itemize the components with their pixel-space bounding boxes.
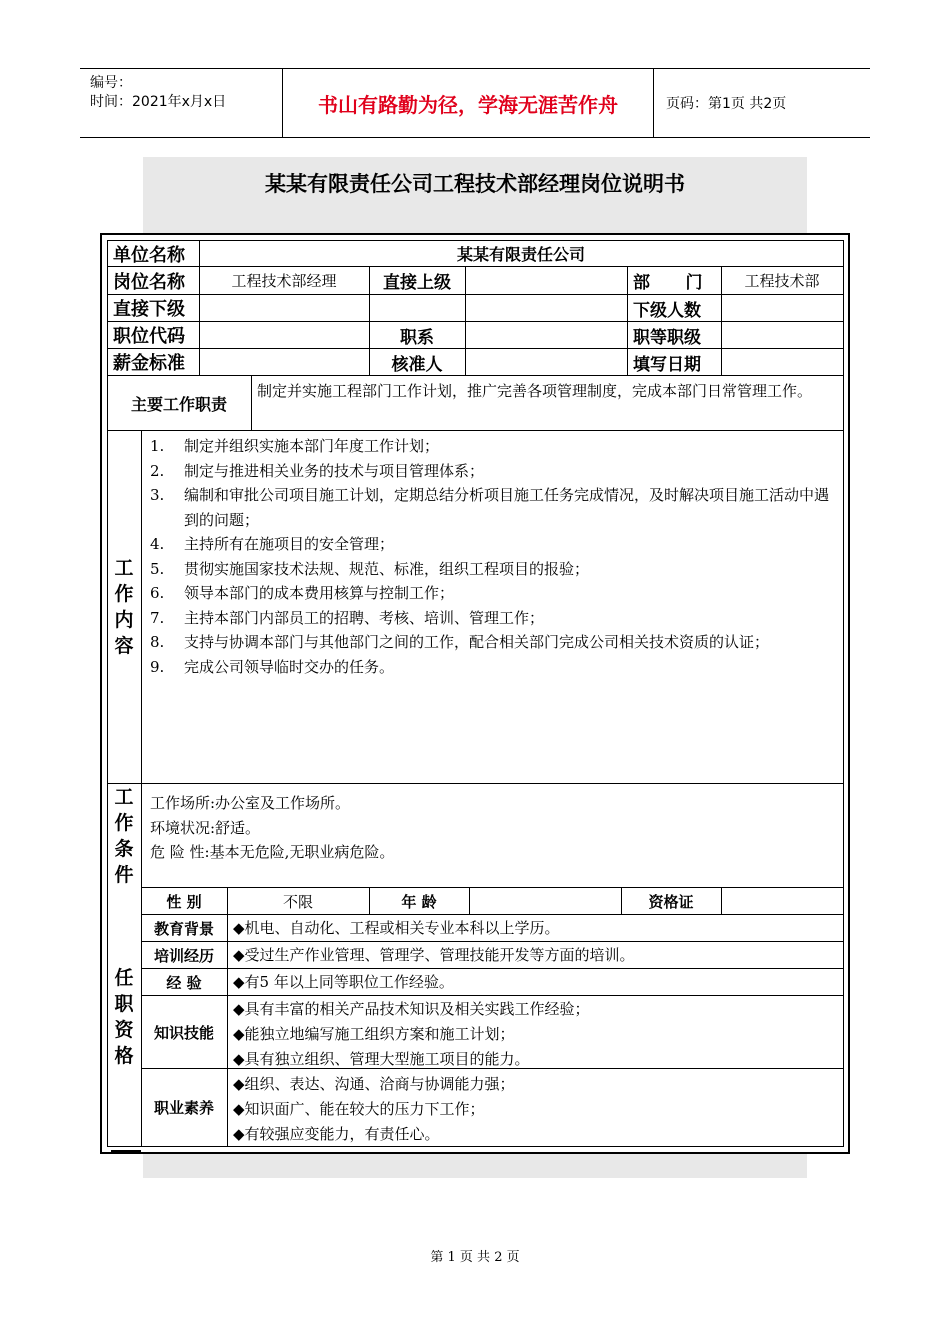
doc-number-label: 编号：: [90, 75, 132, 91]
post-code-label: 职位代码: [113, 326, 185, 347]
work-conditions-text: [150, 791, 840, 865]
form-grid: [107, 240, 843, 1147]
direct-subordinate-value: [199, 295, 627, 321]
age-label: 年 龄: [401, 892, 437, 911]
list-item: ◆具有独立组织、管理大型施工项目的能力。: [233, 1050, 530, 1068]
quality-list: [233, 1072, 841, 1147]
list-item: ◆有较强应变能力，有责任心。: [233, 1125, 440, 1143]
age-value: [469, 888, 621, 914]
list-item: ◆组织、表达、沟通、洽商与协调能力强；: [233, 1075, 515, 1093]
page-header: [80, 68, 870, 138]
education-text: ◆机电、自动化、工程或相关专业本科以上学历。: [233, 918, 560, 937]
training-label: 培训经历: [153, 946, 214, 965]
unit-name-value: 某某有限责任公司: [456, 245, 585, 264]
header-page-cell: [654, 69, 870, 137]
job-family-label: 职系: [400, 327, 434, 348]
page-footer: 第 1 页 共 2 页: [430, 1250, 520, 1265]
document-title: 某某有限责任公司工程技术部经理岗位说明书: [265, 172, 685, 196]
gender-value: 不限: [282, 892, 313, 911]
post-name-label: 岗位名称: [113, 271, 185, 293]
list-item: 7. 主持本部门内部员工的招聘、考核、培训、管理工作；: [150, 608, 545, 627]
fill-date-label: 填写日期: [633, 354, 701, 375]
list-item: 5. 贯彻实施国家技术法规、规范、标准，组织工程项目的报验；: [150, 559, 590, 578]
fill-date-value: [721, 349, 843, 375]
doc-time-label: 时间：2021年x月x日: [90, 94, 227, 110]
work-conditions-label: 工 作 条 件: [114, 786, 134, 886]
skills-label: 知识技能: [153, 1023, 214, 1042]
training-text: ◆受过生产作业管理、管理学、管理技能开发等方面的培训。: [233, 945, 635, 964]
main-duty-label: 主要工作职责: [130, 394, 227, 414]
list-item: 3. 编制和审批公司项目施工计划，定期总结分析项目施工任务完成情况，及时解决项目施工活动中遇到的问题；: [150, 486, 830, 529]
salary-label: 薪金标准: [113, 353, 185, 374]
skills-list: [233, 997, 841, 1072]
approver-label: 核准人: [391, 354, 443, 375]
direct-superior-value: [465, 267, 627, 294]
motto-text: 书山有路勤为径，学海无涯苦作舟: [318, 92, 618, 117]
list-item: 6. 领导本部门的成本费用核算与控制工作；: [150, 584, 455, 602]
department-label: 部 门: [633, 273, 703, 293]
header-motto-cell: [282, 69, 654, 137]
salary-value: [199, 349, 369, 375]
certificate-label: 资格证: [648, 892, 694, 911]
grade-label: 职等职级: [633, 327, 701, 348]
direct-superior-label: 直接上级: [383, 273, 451, 293]
job-family-value: [465, 322, 627, 348]
list-item: 4. 主持所有在施项目的安全管理；: [150, 535, 395, 553]
direct-subordinate-label: 直接下级: [113, 299, 185, 320]
quality-label: 职业素养: [153, 1099, 214, 1117]
work-environment: 环境状况:舒适。: [150, 818, 261, 837]
approver-value: [465, 349, 627, 375]
grade-value: [721, 322, 843, 348]
department-value: 工程技术部: [744, 272, 820, 290]
work-hazard: 危 险 性:基本无危险,无职业病危险。: [150, 843, 395, 861]
post-name-value: 工程技术部经理: [231, 272, 337, 290]
job-description-form: [100, 233, 850, 1154]
unit-name-label: 单位名称: [113, 244, 185, 266]
list-item: 2. 制定与推进相关业务的技术与项目管理体系；: [150, 461, 485, 480]
work-content-list: [150, 434, 840, 679]
main-duty-text: 制定并实施工程部门工作计划，推广完善各项管理制度，完成本部门日常管理工作。: [257, 382, 813, 400]
subordinate-count-value: [721, 295, 843, 321]
post-code-value: [199, 322, 369, 348]
education-label: 教育背景: [153, 919, 214, 938]
work-content-label: 工 作 内 容: [114, 557, 134, 657]
list-item: 9. 完成公司领导临时交办的任务。: [150, 657, 395, 676]
list-item: 1. 制定并组织实施本部门年度工作计划；: [150, 437, 440, 455]
qualifications-label: 任 职 资 格: [114, 967, 134, 1067]
page-info: 页码：第1页 共2页: [666, 96, 787, 112]
experience-label: 经 验: [166, 973, 202, 992]
subordinate-count-label: 下级人数: [633, 300, 701, 321]
experience-text: ◆有5 年以上同等职位工作经验。: [233, 972, 454, 991]
list-item: ◆知识面广、能在较大的压力下工作；: [233, 1100, 485, 1118]
header-meta: [80, 69, 282, 137]
gender-label: 性 别: [166, 892, 202, 911]
list-item: ◆具有丰富的相关产品技术知识及相关实践工作经验；: [233, 1000, 590, 1018]
certificate-value: [721, 888, 843, 914]
work-place: 工作场所:办公室及工作场所。: [150, 794, 351, 812]
list-item: 8. 支持与协调本部门与其他部门之间的工作，配合相关部门完成公司相关技术资质的认证；: [150, 633, 770, 651]
list-item: ◆能独立地编写施工组织方案和施工计划；: [233, 1025, 515, 1043]
